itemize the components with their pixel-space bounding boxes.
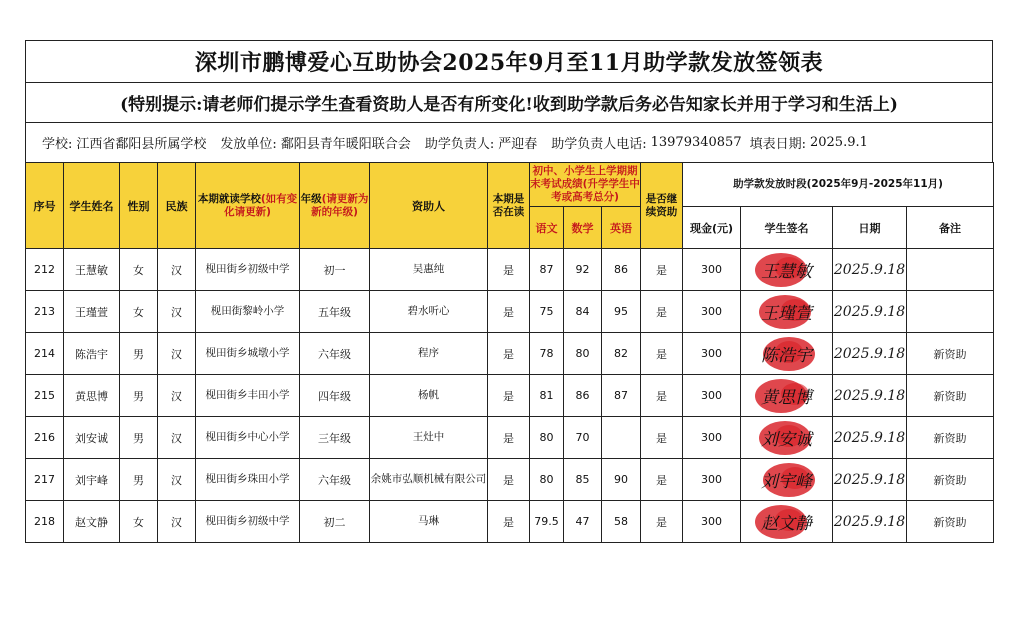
- date-cell: 2025.9.18: [833, 375, 907, 417]
- enrolled-cell: 是: [488, 417, 530, 459]
- date-cell: 2025.9.18: [833, 291, 907, 333]
- table-row: [26, 501, 994, 543]
- table-row: [26, 375, 994, 417]
- english-score-cell: 58: [602, 501, 641, 543]
- cash-cell: 300: [683, 375, 741, 417]
- header-continue: 是否继续资助: [641, 163, 683, 249]
- student-table: [25, 162, 994, 543]
- cash-cell: 300: [683, 291, 741, 333]
- school-label: 学校:: [42, 137, 73, 152]
- continue-cell: 是: [641, 459, 683, 501]
- school-value: 江西省鄱阳县所属学校: [76, 137, 207, 152]
- ethnicity-cell: 汉: [158, 375, 196, 417]
- math-score-cell: 80: [564, 333, 602, 375]
- date-cell: 2025.9.18: [833, 501, 907, 543]
- header-ethnicity: 民族: [158, 163, 196, 249]
- header-school: [196, 163, 300, 249]
- sheet-title: 深圳市鹏博爱心互助协会2025年9月至11月助学款发放签领表: [25, 40, 993, 82]
- signature-cell: [741, 291, 833, 333]
- ethnicity-cell: 汉: [158, 417, 196, 459]
- enrolled-cell: 是: [488, 291, 530, 333]
- continue-cell: 是: [641, 501, 683, 543]
- seq-cell: 215: [26, 375, 64, 417]
- english-score-cell: 87: [602, 375, 641, 417]
- header-sponsor: 资助人: [370, 163, 488, 249]
- cash-cell: 300: [683, 459, 741, 501]
- math-score-cell: 84: [564, 291, 602, 333]
- continue-cell: 是: [641, 333, 683, 375]
- school-cell: 枧田街黎岭小学: [196, 291, 300, 333]
- handwritten-signature: 赵文静: [761, 514, 813, 534]
- chinese-score-cell: 80: [530, 459, 564, 501]
- math-score-cell: 85: [564, 459, 602, 501]
- cash-cell: 300: [683, 501, 741, 543]
- school-cell: 枧田街乡珠田小学: [196, 459, 300, 501]
- issuer-label: 发放单位:: [220, 137, 277, 152]
- handwritten-signature: 王瑾萱: [761, 304, 813, 324]
- header-seq: 序号: [26, 163, 64, 249]
- cash-cell: 300: [683, 249, 741, 291]
- ethnicity-cell: 汉: [158, 501, 196, 543]
- date-label: 填表日期:: [749, 137, 806, 152]
- grade-cell: 初一: [300, 249, 370, 291]
- ethnicity-cell: 汉: [158, 333, 196, 375]
- date-cell: 2025.9.18: [833, 417, 907, 459]
- grade-cell: 四年级: [300, 375, 370, 417]
- header-math: 数学: [564, 207, 602, 249]
- chinese-score-cell: 80: [530, 417, 564, 459]
- issuer-value: 鄱阳县青年暖阳联合会: [280, 137, 411, 152]
- sponsor-cell: 余姚市弘顺机械有限公司: [370, 459, 488, 501]
- gender-cell: 女: [120, 501, 158, 543]
- english-score-cell: 90: [602, 459, 641, 501]
- seq-cell: 213: [26, 291, 64, 333]
- remark-cell: 新资助: [907, 375, 994, 417]
- sponsor-cell: 吴惠纯: [370, 249, 488, 291]
- english-score-cell: 95: [602, 291, 641, 333]
- enrolled-cell: 是: [488, 501, 530, 543]
- header-grade-note: (请更新为新的年级): [311, 192, 369, 218]
- school-cell: 枧田街乡中心小学: [196, 417, 300, 459]
- header-scores-main: 初中、小学生上学期期末考试成绩: [530, 165, 638, 190]
- seq-cell: 212: [26, 249, 64, 291]
- continue-cell: 是: [641, 291, 683, 333]
- remark-cell: [907, 249, 994, 291]
- handwritten-signature: 陈浩宇: [761, 346, 813, 366]
- enrolled-cell: 是: [488, 333, 530, 375]
- name-cell: 王慧敏: [64, 249, 120, 291]
- signature-cell: [741, 249, 833, 291]
- grade-cell: 初二: [300, 501, 370, 543]
- gender-cell: 女: [120, 249, 158, 291]
- chinese-score-cell: 75: [530, 291, 564, 333]
- header-scores: [530, 163, 641, 207]
- english-score-cell: [602, 417, 641, 459]
- chinese-score-cell: 87: [530, 249, 564, 291]
- gender-cell: 女: [120, 291, 158, 333]
- name-cell: 赵文静: [64, 501, 120, 543]
- handwritten-signature: 刘宇峰: [761, 472, 813, 492]
- signature-cell: [741, 417, 833, 459]
- school-cell: 枧田街乡城墩小学: [196, 333, 300, 375]
- phone-label: 助学负责人电话:: [551, 137, 647, 152]
- seq-cell: 217: [26, 459, 64, 501]
- date-value: 2025.9.1: [809, 135, 868, 150]
- header-english: 英语: [602, 207, 641, 249]
- header-grade: [300, 163, 370, 249]
- handwritten-signature: 王慧敏: [761, 262, 813, 282]
- grade-cell: 五年级: [300, 291, 370, 333]
- signature-cell: [741, 459, 833, 501]
- header-gender: 性别: [120, 163, 158, 249]
- math-score-cell: 70: [564, 417, 602, 459]
- signature-cell: [741, 333, 833, 375]
- table-row: [26, 459, 994, 501]
- cash-cell: 300: [683, 417, 741, 459]
- continue-cell: 是: [641, 249, 683, 291]
- seq-cell: 214: [26, 333, 64, 375]
- grade-cell: 三年级: [300, 417, 370, 459]
- name-cell: 刘安诚: [64, 417, 120, 459]
- name-cell: 王瑾萱: [64, 291, 120, 333]
- grade-cell: 六年级: [300, 459, 370, 501]
- seq-cell: 218: [26, 501, 64, 543]
- math-score-cell: 86: [564, 375, 602, 417]
- ethnicity-cell: 汉: [158, 459, 196, 501]
- header-school-note: (如有变化请更新): [224, 192, 298, 218]
- header-name: 学生姓名: [64, 163, 120, 249]
- remark-cell: [907, 291, 994, 333]
- gender-cell: 男: [120, 459, 158, 501]
- phone-value: 13979340857: [650, 135, 742, 150]
- sponsor-cell: 杨帆: [370, 375, 488, 417]
- school-cell: 枧田街乡初级中学: [196, 249, 300, 291]
- remark-cell: 新资助: [907, 501, 994, 543]
- continue-cell: 是: [641, 375, 683, 417]
- table-row: [26, 333, 994, 375]
- remark-cell: 新资助: [907, 417, 994, 459]
- table-row: [26, 249, 994, 291]
- gender-cell: 男: [120, 375, 158, 417]
- header-school-main: 本期就读学校: [197, 192, 261, 205]
- gender-cell: 男: [120, 417, 158, 459]
- gender-cell: 男: [120, 333, 158, 375]
- table-row: [26, 417, 994, 459]
- header-period: 助学款发放时段(2025年9月-2025年11月): [683, 163, 994, 207]
- grade-cell: 六年级: [300, 333, 370, 375]
- table-row: [26, 291, 994, 333]
- person-label: 助学负责人:: [424, 137, 495, 152]
- sponsor-cell: 马琳: [370, 501, 488, 543]
- person-value: 严迎春: [498, 137, 538, 152]
- ethnicity-cell: 汉: [158, 291, 196, 333]
- chinese-score-cell: 79.5: [530, 501, 564, 543]
- continue-cell: 是: [641, 417, 683, 459]
- info-line: [25, 122, 993, 162]
- header-signature: 学生签名: [741, 207, 833, 249]
- remark-cell: 新资助: [907, 459, 994, 501]
- enrolled-cell: 是: [488, 249, 530, 291]
- remark-cell: 新资助: [907, 333, 994, 375]
- signoff-sheet: [25, 40, 993, 543]
- handwritten-signature: 黄思博: [761, 388, 813, 408]
- header-grade-main: 年级: [300, 192, 322, 205]
- math-score-cell: 47: [564, 501, 602, 543]
- header-enrolled: 本期是否在读: [488, 163, 530, 249]
- header-scores-note: (升学学生中考或高考总分): [551, 178, 640, 203]
- chinese-score-cell: 81: [530, 375, 564, 417]
- signature-cell: [741, 375, 833, 417]
- school-cell: 枧田街乡初级中学: [196, 501, 300, 543]
- english-score-cell: 86: [602, 249, 641, 291]
- sponsor-cell: 王灶中: [370, 417, 488, 459]
- cash-cell: 300: [683, 333, 741, 375]
- english-score-cell: 82: [602, 333, 641, 375]
- enrolled-cell: 是: [488, 459, 530, 501]
- seq-cell: 216: [26, 417, 64, 459]
- date-cell: 2025.9.18: [833, 459, 907, 501]
- date-cell: 2025.9.18: [833, 249, 907, 291]
- header-cash: 现金(元): [683, 207, 741, 249]
- name-cell: 刘宇峰: [64, 459, 120, 501]
- signature-cell: [741, 501, 833, 543]
- math-score-cell: 92: [564, 249, 602, 291]
- header-chinese: 语文: [530, 207, 564, 249]
- ethnicity-cell: 汉: [158, 249, 196, 291]
- sponsor-cell: 碧水听心: [370, 291, 488, 333]
- chinese-score-cell: 78: [530, 333, 564, 375]
- special-notice: (特别提示:请老师们提示学生查看资助人是否有所变化!收到助学款后务必告知家长并用于学习和生活上): [25, 82, 993, 122]
- name-cell: 黄思博: [64, 375, 120, 417]
- enrolled-cell: 是: [488, 375, 530, 417]
- school-cell: 枧田街乡丰田小学: [196, 375, 300, 417]
- date-cell: 2025.9.18: [833, 333, 907, 375]
- handwritten-signature: 刘安诚: [761, 430, 813, 450]
- header-remark: 备注: [907, 207, 994, 249]
- header-date: 日期: [833, 207, 907, 249]
- sponsor-cell: 程序: [370, 333, 488, 375]
- name-cell: 陈浩宇: [64, 333, 120, 375]
